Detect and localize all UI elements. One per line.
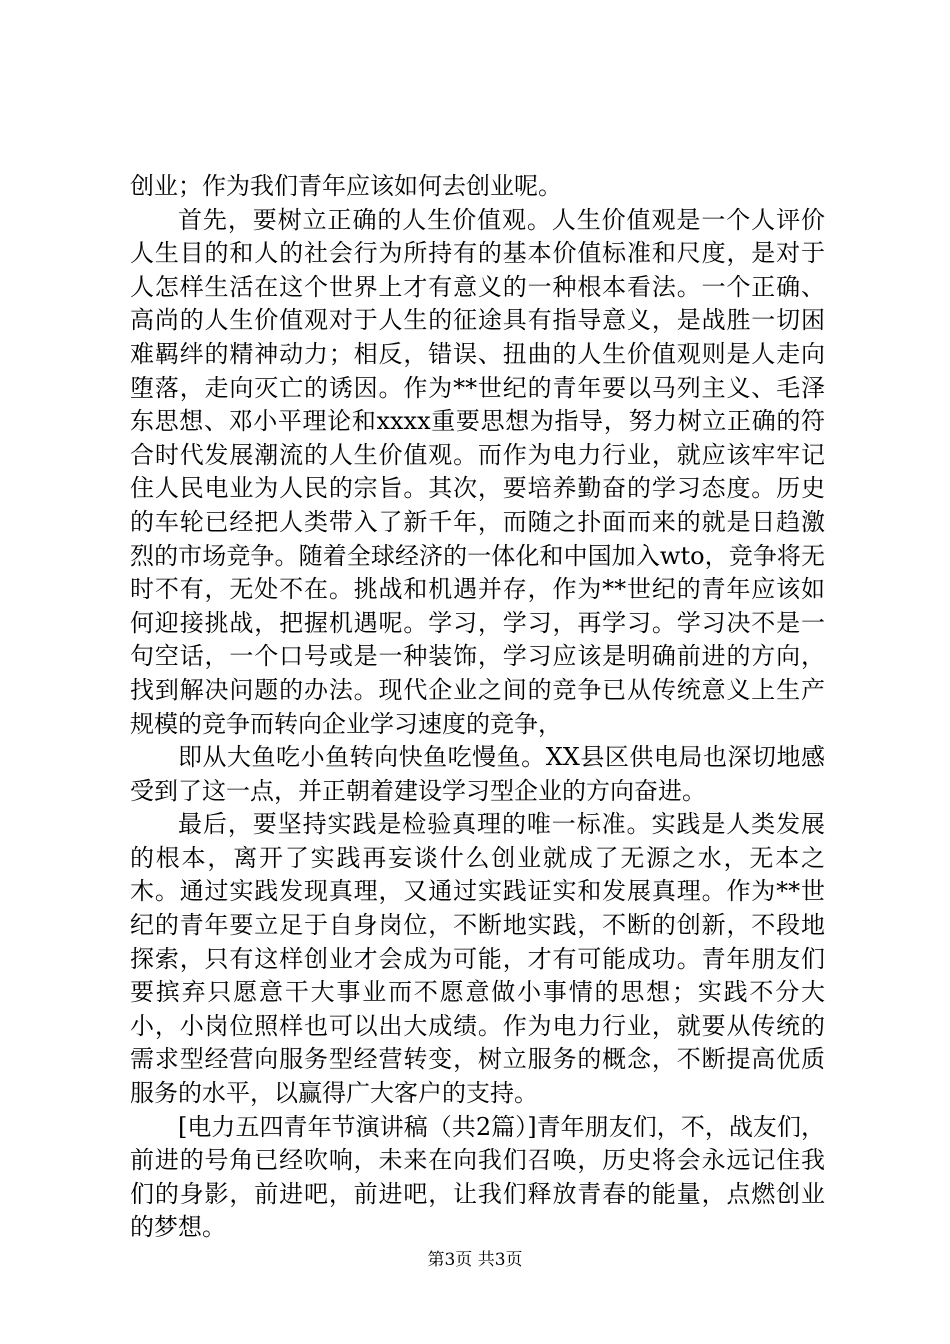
paragraph-5: [电力五四青年节演讲稿（共2篇）]青年朋友们，不，战友们，前进的号角已经吹响，未来在向我们召唤，历史将会永远记住我们的身影，前进吧，前进吧，让我们释放青春的能量，点燃创业的梦想。 (130, 1112, 825, 1242)
page-footer: 第3页 共3页 (427, 1250, 523, 1270)
paragraph-1: 创业；作为我们青年应该如何去创业呢。 (130, 172, 562, 200)
paragraph-2: 首先，要树立正确的人生价值观。人生价值观是一个人评价人生目的和人的社会行为所持有的基本价值标准和尺度，是对于人怎样生活在这个世界上才有意义的一种根本看法。一个正确、高尚的人生价值观对于人生的征途具有指导意义，是战胜一切困难羁绊的精神动力；相反，错误、扭曲的人生价值观则是人走向堕落，走向灭亡的诱因。作为**世纪的青年要以马列主义、毛泽东思想、邓小平理论和xxxx重要思想为指导，努力树立正确的符合时代发展潮流的人生价值观。而作为电力行业，就应该牢牢记住人民电业为人民的宗旨。其次，要培养勤奋的学习态度。历史的车轮已经把人类带入了新千年，而随之扑面而来的就是日趋激烈的市场竞争。随着全球经济的一体化和中国加入wto，竞争将无时不有，无处不在。挑战和机遇并存，作为**世纪的青年应该如何迎接挑战，把握机遇呢。学习，学习，再学习。学习决不是一句空话，一个口号或是一种装饰，学习应该是明确前进的方向，找到解决问题的办法。现代企业之间的竞争已从传统意义上生产规模的竞争而转向企业学习速度的竞争， (130, 205, 825, 738)
document-body (130, 170, 825, 1245)
paragraph-3: 即从大鱼吃小鱼转向快鱼吃慢鱼。XX县区供电局也深切地感受到了这一点，并正朝着建设学习型企业的方向奋进。 (130, 743, 825, 805)
paragraph-4: 最后，要坚持实践是检验真理的唯一标准。实践是人类发展的根本，离开了实践再妄谈什么创业就成了无源之水，无本之木。通过实践发现真理，又通过实践证实和发展真理。作为**世纪的青年要立足于自身岗位，不断地实践，不断的创新，不段地探索，只有这样创业才会成为可能，才有可能成功。青年朋友们要摈弃只愿意干大事业而不愿意做小事情的思想；实践不分大小，小岗位照样也可以出大成绩。作为电力行业，就要从传统的需求型经营向服务型经营转变，树立服务的概念，不断提高优质服务的水平，以赢得广大客户的支持。 (130, 810, 825, 1108)
